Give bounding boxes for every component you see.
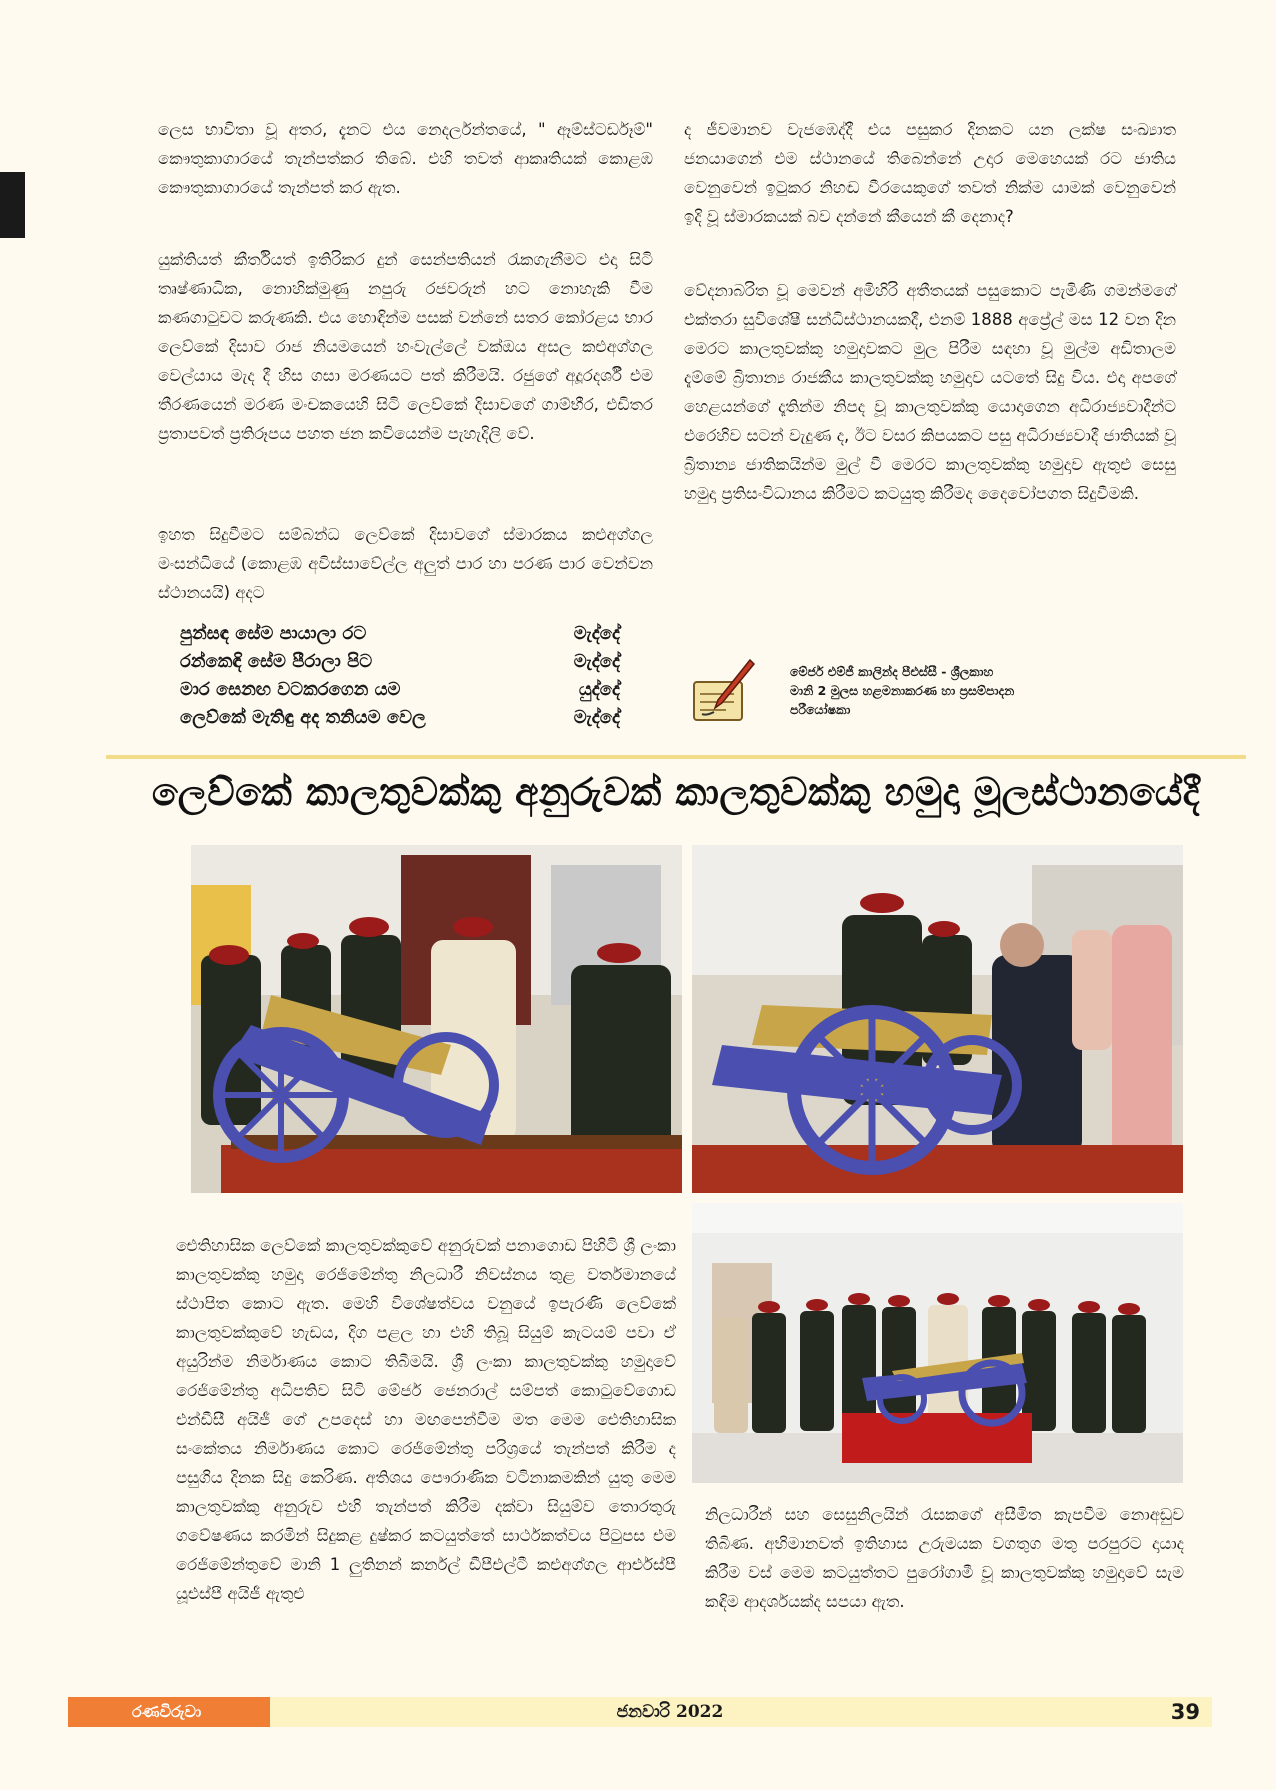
verse-end: මැද්දේ [573,623,620,644]
verse-end: යුද්දේ [578,679,620,700]
verse-text: පුන්සඳ සේම පායාලා රට [180,623,367,644]
page-number: 39 [1170,1700,1200,1724]
verse-text: ලෙව්කේ මැතිඳු අද තනියම වෙල [180,707,426,728]
article-paragraph: ද ජීවමානව වැජඹෙද්දී එය පසුකර දිනකට යන ලක්ෂ සංඛ්‍යාත ජනයාගෙන් එම ස්ථානයේ තිබෙන්නේ උදාර මෙහෙයක් රට ජාතිය වෙනුවෙන් ඉටුකර නිහඬ වීරයෙකුගේ තවත් නික්ම යාමක් වෙනුවෙන් ඉදි වූ ස්මාරකයක් බව දන්නේ කීයෙන් කී දෙනාද? [684,120,1176,226]
folk-verse [180,620,620,732]
verse-text: රන්කෙඳි සේම පීරාලා පිට [180,651,373,672]
footer-issue-date: ජනවාරි 2022 [616,1702,724,1722]
footer-magazine-name [68,1697,270,1727]
verse-end: මැද්දේ [573,651,620,672]
verse-text: මාර සෙනඟ වටකරගෙන යම [180,679,401,700]
article-paragraph: ඓතිහාසික ලෙව්කේ කාලතුවක්කුවේ අනුරුවක් පනාගොඩ පිහිටි ශ්‍රී ලංකා කාලතුවක්කු හමුදා රෙජිමේන්තු නිලධාරී නිවස්නය තුළ වර්තමානයේ ස්ථාපිත කොට ඇත. මෙහි විශේෂත්වය වනුයේ ඉපැරණි ලෙව්කේ කාලතුවක්කුවේ හැඩය, දිග පළල හා එහි තිබූ සියුම් කැටයම් පවා ඒ අයුරින්ම නිර්මාණය කොට තිබීමයි. ශ්‍රී ලංකා කාලතුවක්කු හමුදාවේ රෙජිමේන්තු අධිපතිව සිටි මේජර් ජෙනරාල් සම්පත් කොටුවේගොඩ එන්ඩීසී අයිජී ගේ උපදෙස් හා මඟපෙන්වීම මත මෙම ඓතිහාසික සංකේතය නිර්මාණය කොට රෙජිමේන්තු පරිශ්‍රයේ තැන්පත් කිරීම ද පසුගිය දිනක සිදු කෙරිණ. අතිශය පෞරාණික වටිනාකමකින් යුතු මෙම කාලතුවක්කු අනුරුව එහි තැන්පත් කිරීම දක්වා සියුම්ව තොරතුරු ගවේෂණය කරමින් සිදුකළ දුෂ්කර කටයුත්තේ සාර්ථකත්වය පිටුපස එම රෙජිමේන්තුවේ මානි 1 ලුතිනන් කර්නල් ඩීපීඑල්ටී කළුඅග්ගල ආර්එස්පී යූඑස්පී අයිජී ඇතුළු [176,1236,676,1603]
article-paragraph: වේදනාබරිත වූ මෙවන් අමිහිරි අතීතයක් පසුකොට පැමිණි ගමන්මගේ එක්තරා සුවිශේෂී සන්ධිස්ථානයකදී, එනම් 1888 අප්‍රේල් මස 12 වන දින මෙරට කාලතුවක්කු හමුදාවකට මුල පිරීම සඳහා වූ මුල්ම අඩිතාලම දැම්මේ බ්‍රිතාන්‍ය රාජකීය කාලතුවක්කු හමුදාව යටතේ සිදු විය. එදා අපගේ හෙළයන්ගේ දෑතින්ම නිපද වූ කාලතුවක්කු යොදාගෙන අධිරාජ්‍යවාදීන්ට එරෙහිව සටන් වැදුණ ද, ඊට වසර කිපයකට පසු අධිරාජ්‍යවාදී ජාතියක් වූ බ්‍රිතාන්‍ය ජාතිකයින්ම මුල් වී මෙරට කාලතුවක්කු හමුදාව ඇතුළු සෙසු හමුදා ප්‍රතිසංවිධානය කිරීමට කටයුතු කිරීමද දෛවෝපගත සිදුවීමකි. [684,281,1176,503]
article-paragraph: නිලධාරීන් සහ සෙසුනිලයින් රැසකගේ අසීමිත කැපවීම නොඅඩුව තිබිණ. අභිමානවත් ඉතිහාස උරුමයක වගතුග මතු පරපුරට දායාද කිරීම වස් මෙම කටයුත්තට පුරෝගාමී වූ කාලතුවක්කු හමුදාවේ සැම කඳිම ආදර්ශයක්ද සපයා ඇත. [705,1505,1184,1611]
article-headline: ලෙව්කේ කාලතුවක්කු අනුරුවක් කාලතුවක්කු හමුදා මූලස්ථානයේදී [151,770,1201,814]
verse-line [180,620,620,648]
verse-end: මැද්දේ [573,707,620,728]
byline-line: මානි 2 මුලස හළමනාකරණ හා ප්‍රසම්පාදන [790,683,1015,698]
article-paragraph: ලෙස භාවිතා වූ අතර, දැනට එය නෙදර්ලන්තයේ, " ඈම්ස්ටර්ඩෑම්" කෞතුකාගාරයේ තැන්පත්කර තිබේ. එහි තවත් ආකෘතියක් කොළඹ කෞතුකාගාරයේ තැන්පත් කර ඇත. [158,120,653,197]
section-divider [106,755,1246,759]
byline-line: මේජර් එම්ජී කාලින්ද පීඑස්සී - ශ්‍රීලකාහ [790,664,994,679]
photo-official-viewing-cannon [692,845,1183,1193]
photo-group-with-cannon [692,1203,1183,1483]
byline-line: පරීයෝෂකා [790,702,851,717]
quill-writing-icon [688,656,760,728]
page-edge-tab [0,172,25,238]
article-paragraph: යුක්තියත් කීර්තියත් ඉතිරිකර දුන් සෙන්පතියන් රැකගැනීමට එදා සිටි තෘෂ්ණාධික, නොහික්මුණු නපුරු රජවරුන් හට නොහැකි වීම කණගාටුවට කරුණකි. එය හොඳින්ම පසක් වන්නේ සතර කෝරළය භාර ලෙව්කේ දිසාව රාජ නියමයෙන් හංවැල්ලේ වක්ඔය අසල කළුඅග්ගල වෙල්යාය මැද දී හිස ගසා මරණයට පත් කිරීමයි. රජුගේ අදූරදර්ශී එම තීරණයෙන් මරණ මංචකයෙහි සිටි ලෙව්කේ දිසාවගේ ගාම්භීර, එඩිතර ප්‍රතාපවත් ප්‍රතිරූපය පහත ජන කවියෙන්ම පැහැදිලි වේ. [158,250,653,443]
verse-line [180,648,620,676]
author-byline [790,662,1090,719]
photo-officers-inspecting-cannon [191,845,682,1193]
verse-line [180,704,620,732]
verse-line [180,676,620,704]
footer-magazine-label: රණවිරුවා [132,1702,202,1721]
article-paragraph: ඉහත සිදුවීමට සම්බන්ධ ලෙව්කේ දිසාවගේ ස්මාරකය කළුඅග්ගල මංසන්ධියේ (කොළඹ අවිස්සාවේල්ල අලුත් පාර හා පරණ පාර වෙන්වන ස්ථානයයි) අදට [158,525,653,602]
